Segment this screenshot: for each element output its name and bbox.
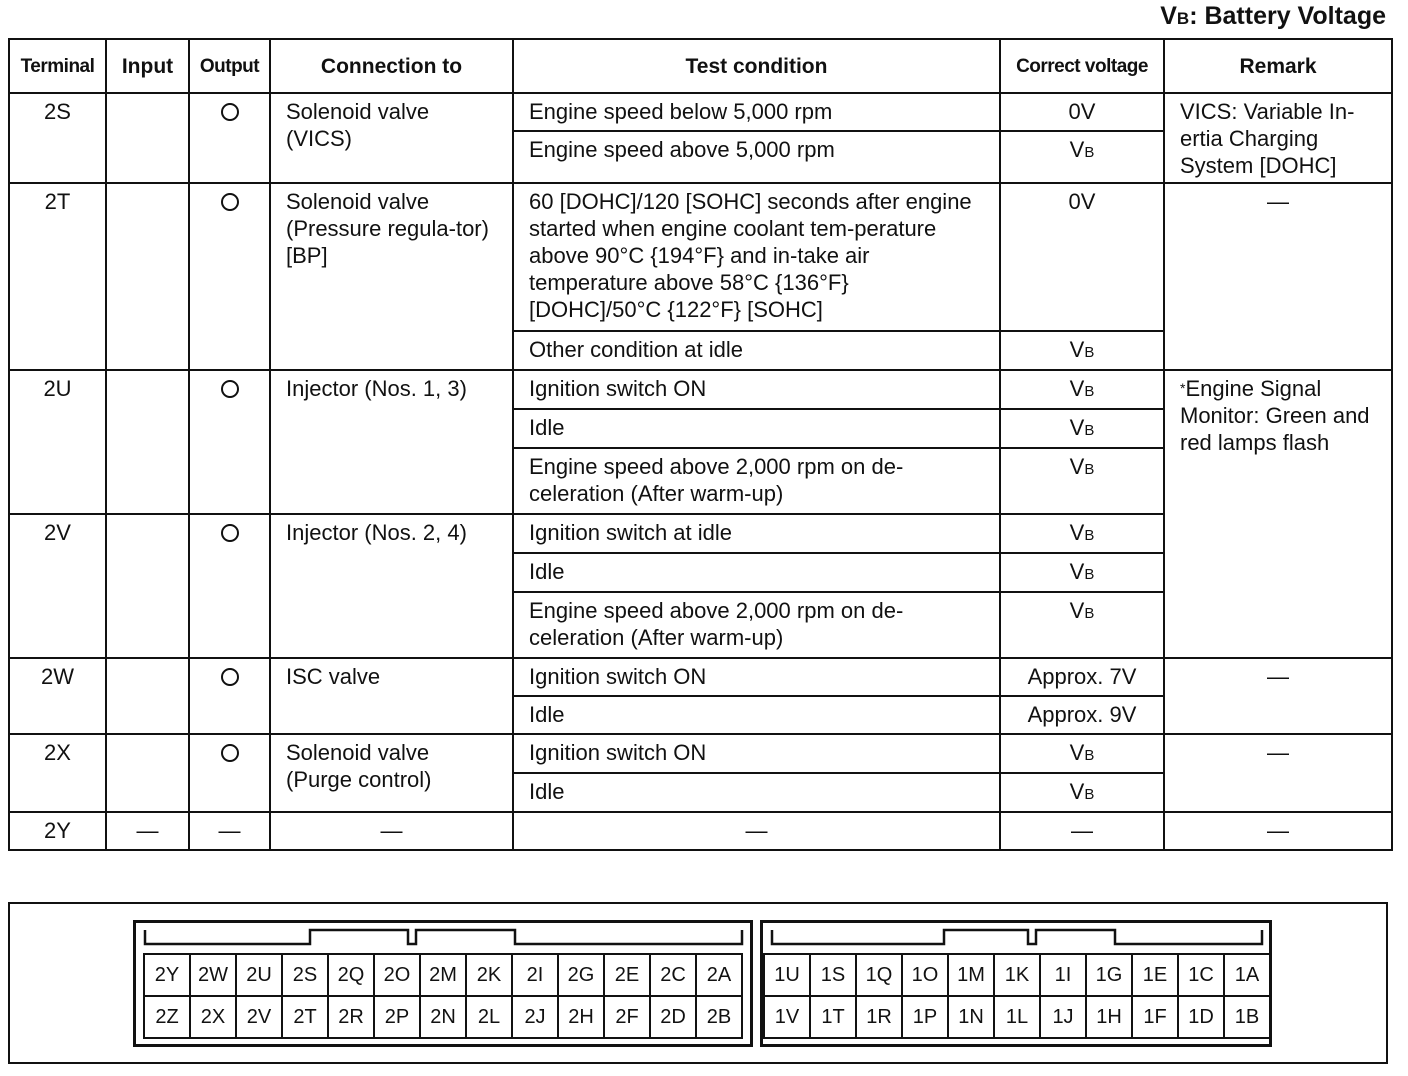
terminal-cell: 2Y xyxy=(9,812,106,850)
pin-2h: 2H xyxy=(558,996,604,1038)
pin-1q: 1Q xyxy=(856,954,902,996)
connection-cell: Solenoid valve (Purge control) xyxy=(270,734,513,812)
pin-1p: 1P xyxy=(902,996,948,1038)
remark-cell: — xyxy=(1164,812,1392,850)
pin-1d: 1D xyxy=(1178,996,1224,1038)
test-condition-cell: Ignition switch at idle xyxy=(513,514,1000,553)
asterisk-icon: * xyxy=(1180,380,1186,396)
pin-row xyxy=(764,996,1270,1038)
pin-1u: 1U xyxy=(764,954,810,996)
pin-1m: 1M xyxy=(948,954,994,996)
header-terminal: Terminal xyxy=(9,39,106,93)
pin-1f: 1F xyxy=(1132,996,1178,1038)
test-condition-cell: Engine speed above 2,000 rpm on de-celeration (After warm-up) xyxy=(513,592,1000,658)
vb-symbol: V xyxy=(1160,2,1177,30)
terminal-cell: 2W xyxy=(9,658,106,734)
pin-2t: 2T xyxy=(282,996,328,1038)
pin-row xyxy=(144,954,742,996)
pin-1c: 1C xyxy=(1178,954,1224,996)
input-cell: — xyxy=(106,812,189,850)
voltage-cell: VB xyxy=(1000,370,1164,409)
voltage-cell: VB xyxy=(1000,514,1164,553)
pin-2u: 2U xyxy=(236,954,282,996)
pin-1i: 1I xyxy=(1040,954,1086,996)
test-condition-cell: — xyxy=(513,812,1000,850)
voltage-cell: VB xyxy=(1000,131,1164,183)
pin-2g: 2G xyxy=(558,954,604,996)
pin-2n: 2N xyxy=(420,996,466,1038)
test-condition-cell: Idle xyxy=(513,696,1000,734)
voltage-cell: VB xyxy=(1000,331,1164,370)
pin-2p: 2P xyxy=(374,996,420,1038)
pin-2k: 2K xyxy=(466,954,512,996)
connection-cell: Solenoid valve (VICS) xyxy=(270,93,513,183)
voltage-cell: — xyxy=(1000,812,1164,850)
remark-cell: VICS: Variable In-ertia Charging System [DOHC] xyxy=(1164,93,1392,183)
terminal-cell: 2T xyxy=(9,183,106,370)
connection-cell: Injector (Nos. 1, 3) xyxy=(270,370,513,514)
header-connection: Connection to xyxy=(270,39,513,93)
pin-2j: 2J xyxy=(512,996,558,1038)
voltage-cell: 0V xyxy=(1000,93,1164,131)
test-condition-cell: 60 [DOHC]/120 [SOHC] seconds after engine started when engine coolant tem-perature above 90°C {194°F} and in-take air temperature above 58°C {136°F} [DOHC]/50°C {122°F} [SOHC] xyxy=(513,183,1000,331)
output-cell: — xyxy=(189,812,270,850)
voltage-cell: Approx. 7V xyxy=(1000,658,1164,696)
pin-row xyxy=(764,954,1270,996)
pin-2a: 2A xyxy=(696,954,742,996)
pin-2r: 2R xyxy=(328,996,374,1038)
voltage-cell: Approx. 9V xyxy=(1000,696,1164,734)
connection-cell: ISC valve xyxy=(270,658,513,734)
connector-1-pins xyxy=(763,953,1271,1039)
test-condition-cell: Engine speed below 5,000 rpm xyxy=(513,93,1000,131)
remark-cell: — xyxy=(1164,183,1392,370)
pin-2m: 2M xyxy=(420,954,466,996)
pin-2b: 2B xyxy=(696,996,742,1038)
connection-cell: Solenoid valve (Pressure regula-tor) [BP] xyxy=(270,183,513,370)
pin-2q: 2Q xyxy=(328,954,374,996)
pin-row xyxy=(144,996,742,1038)
pin-2w: 2W xyxy=(190,954,236,996)
voltage-cell: VB xyxy=(1000,773,1164,812)
pin-1h: 1H xyxy=(1086,996,1132,1038)
connection-cell: Injector (Nos. 2, 4) xyxy=(270,514,513,658)
pin-1j: 1J xyxy=(1040,996,1086,1038)
voltage-cell: VB xyxy=(1000,592,1164,658)
header-input: Input xyxy=(106,39,189,93)
pin-1n: 1N xyxy=(948,996,994,1038)
test-condition-cell: Engine speed above 5,000 rpm xyxy=(513,131,1000,183)
pin-2y: 2Y xyxy=(144,954,190,996)
test-condition-cell: Ignition switch ON xyxy=(513,734,1000,773)
test-condition-cell: Idle xyxy=(513,409,1000,448)
pin-2f: 2F xyxy=(604,996,650,1038)
pin-2e: 2E xyxy=(604,954,650,996)
terminal-cell: 2V xyxy=(9,514,106,658)
test-condition-cell: Ignition switch ON xyxy=(513,370,1000,409)
remark-cell: — xyxy=(1164,734,1392,812)
vb-subscript: B xyxy=(1176,9,1190,28)
pin-2x: 2X xyxy=(190,996,236,1038)
pin-2o: 2O xyxy=(374,954,420,996)
pin-2c: 2C xyxy=(650,954,696,996)
pin-1l: 1L xyxy=(994,996,1040,1038)
header-remark: Remark xyxy=(1164,39,1392,93)
header-test-condition: Test condition xyxy=(513,39,1000,93)
pin-1e: 1E xyxy=(1132,954,1178,996)
terminal-cell: 2S xyxy=(9,93,106,183)
header-output: Output xyxy=(189,39,270,93)
pin-2v: 2V xyxy=(236,996,282,1038)
pin-2s: 2S xyxy=(282,954,328,996)
pin-1g: 1G xyxy=(1086,954,1132,996)
terminal-cell: 2U xyxy=(9,370,106,514)
pin-2d: 2D xyxy=(650,996,696,1038)
test-condition-cell: Engine speed above 2,000 rpm on de-celeration (After warm-up) xyxy=(513,448,1000,514)
pin-2l: 2L xyxy=(466,996,512,1038)
pin-1t: 1T xyxy=(810,996,856,1038)
test-condition-cell: Idle xyxy=(513,773,1000,812)
pin-2i: 2I xyxy=(512,954,558,996)
pin-1k: 1K xyxy=(994,954,1040,996)
connection-cell: — xyxy=(270,812,513,850)
test-condition-cell: Other condition at idle xyxy=(513,331,1000,370)
legend-text: : Battery Voltage xyxy=(1189,2,1386,30)
connector-2-pins xyxy=(143,953,743,1039)
pin-1a: 1A xyxy=(1224,954,1270,996)
pin-1b: 1B xyxy=(1224,996,1270,1038)
pin-2z: 2Z xyxy=(144,996,190,1038)
remark-cell: — xyxy=(1164,658,1392,734)
voltage-cell: VB xyxy=(1000,553,1164,592)
pin-1s: 1S xyxy=(810,954,856,996)
terminal-cell: 2X xyxy=(9,734,106,812)
voltage-cell: 0V xyxy=(1000,183,1164,331)
header-correct-voltage: Correct voltage xyxy=(1000,39,1164,93)
pin-1r: 1R xyxy=(856,996,902,1038)
pin-1o: 1O xyxy=(902,954,948,996)
pin-1v: 1V xyxy=(764,996,810,1038)
remark-cell: *Engine Signal Monitor: Green and red lamps flash xyxy=(1164,370,1392,658)
test-condition-cell: Ignition switch ON xyxy=(513,658,1000,696)
test-condition-cell: Idle xyxy=(513,553,1000,592)
voltage-cell: VB xyxy=(1000,734,1164,773)
voltage-cell: VB xyxy=(1000,448,1164,514)
voltage-cell: VB xyxy=(1000,409,1164,448)
